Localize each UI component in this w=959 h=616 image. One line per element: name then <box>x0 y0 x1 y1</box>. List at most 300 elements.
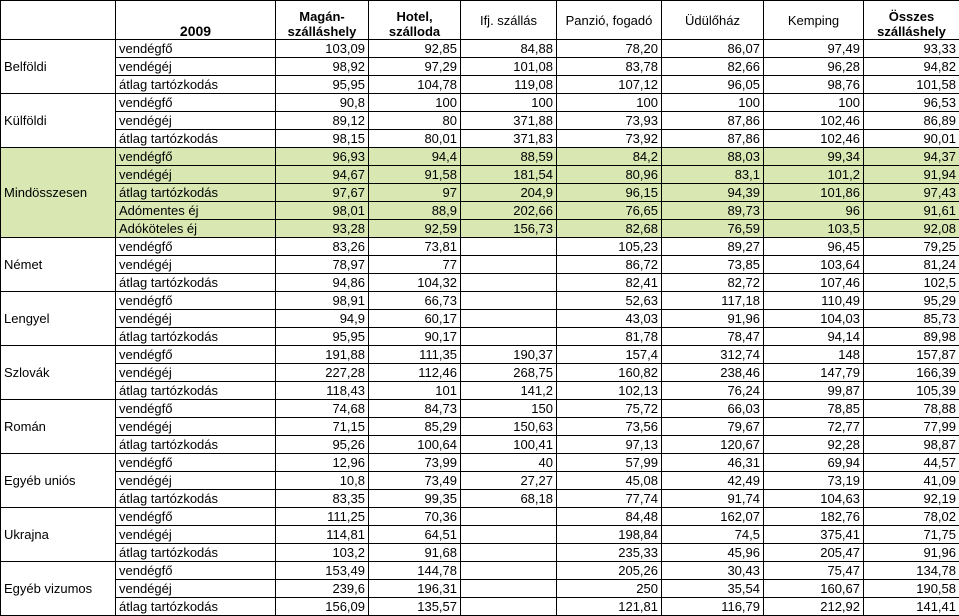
value-cell: 104,63 <box>764 490 864 508</box>
value-cell: 82,68 <box>557 220 662 238</box>
value-cell: 196,31 <box>369 580 461 598</box>
value-cell: 80,01 <box>369 130 461 148</box>
group-label: Külföldi <box>1 94 116 148</box>
table-row <box>1 580 959 598</box>
value-cell: 90,17 <box>369 328 461 346</box>
table-row <box>1 436 959 454</box>
value-cell: 101,58 <box>864 76 959 94</box>
metric-label: átlag tartózkodás <box>116 328 276 346</box>
value-cell: 212,92 <box>764 598 864 616</box>
table-row <box>1 292 959 310</box>
metric-label: vendégfő <box>116 292 276 310</box>
value-cell: 94,86 <box>276 274 369 292</box>
value-cell: 75,72 <box>557 400 662 418</box>
value-cell: 96,45 <box>764 238 864 256</box>
value-cell: 100 <box>557 94 662 112</box>
value-cell: 78,85 <box>764 400 864 418</box>
value-cell: 119,08 <box>461 76 557 94</box>
table-row <box>1 202 959 220</box>
header-column <box>557 1 662 40</box>
metric-label: vendégéj <box>116 418 276 436</box>
metric-label: átlag tartózkodás <box>116 76 276 94</box>
value-cell: 144,78 <box>369 562 461 580</box>
value-cell: 44,57 <box>864 454 959 472</box>
value-cell: 97,43 <box>864 184 959 202</box>
value-cell: 160,67 <box>764 580 864 598</box>
value-cell: 91,96 <box>662 310 764 328</box>
value-cell: 105,39 <box>864 382 959 400</box>
value-cell: 84,88 <box>461 40 557 58</box>
value-cell: 83,78 <box>557 58 662 76</box>
value-cell: 101,08 <box>461 58 557 76</box>
value-cell: 82,41 <box>557 274 662 292</box>
value-cell: 114,81 <box>276 526 369 544</box>
value-cell: 97 <box>369 184 461 202</box>
table-row <box>1 490 959 508</box>
value-cell: 73,99 <box>369 454 461 472</box>
value-cell: 69,94 <box>764 454 864 472</box>
value-cell: 94,9 <box>276 310 369 328</box>
table-row <box>1 130 959 148</box>
value-cell: 68,18 <box>461 490 557 508</box>
metric-label: vendégéj <box>116 580 276 598</box>
table-row <box>1 256 959 274</box>
table-row <box>1 112 959 130</box>
value-cell: 156,73 <box>461 220 557 238</box>
header-row <box>1 1 959 40</box>
value-cell: 41,09 <box>864 472 959 490</box>
value-cell: 82,66 <box>662 58 764 76</box>
value-cell <box>461 328 557 346</box>
table-row <box>1 94 959 112</box>
value-cell: 86,72 <box>557 256 662 274</box>
value-cell: 96,05 <box>662 76 764 94</box>
header-label: Kemping <box>788 13 839 28</box>
header-column <box>864 1 959 40</box>
value-cell: 104,03 <box>764 310 864 328</box>
header-column <box>461 1 557 40</box>
value-cell: 205,26 <box>557 562 662 580</box>
value-cell: 157,4 <box>557 346 662 364</box>
metric-label: vendégfő <box>116 562 276 580</box>
table-row <box>1 58 959 76</box>
header-empty-cell <box>1 1 116 40</box>
value-cell: 76,59 <box>662 220 764 238</box>
value-cell: 98,91 <box>276 292 369 310</box>
group-label: Román <box>1 400 116 454</box>
value-cell: 91,94 <box>864 166 959 184</box>
value-cell: 102,46 <box>764 130 864 148</box>
group-label: Német <box>1 238 116 292</box>
value-cell: 141,2 <box>461 382 557 400</box>
value-cell: 190,58 <box>864 580 959 598</box>
value-cell: 104,78 <box>369 76 461 94</box>
value-cell: 104,32 <box>369 274 461 292</box>
value-cell: 111,25 <box>276 508 369 526</box>
value-cell: 121,81 <box>557 598 662 616</box>
value-cell: 182,76 <box>764 508 864 526</box>
value-cell: 202,66 <box>461 202 557 220</box>
value-cell: 205,47 <box>764 544 864 562</box>
value-cell: 103,5 <box>764 220 864 238</box>
value-cell: 96,15 <box>557 184 662 202</box>
value-cell: 156,09 <box>276 598 369 616</box>
table-row <box>1 40 959 58</box>
group-label: Egyéb uniós <box>1 454 116 508</box>
value-cell: 97,49 <box>764 40 864 58</box>
header-label: Magán- szálláshely <box>288 9 357 39</box>
value-cell: 77,99 <box>864 418 959 436</box>
value-cell: 72,77 <box>764 418 864 436</box>
value-cell: 84,48 <box>557 508 662 526</box>
value-cell: 141,41 <box>864 598 959 616</box>
value-cell: 84,73 <box>369 400 461 418</box>
metric-label: Adómentes éj <box>116 202 276 220</box>
value-cell: 101,86 <box>764 184 864 202</box>
value-cell: 88,03 <box>662 148 764 166</box>
value-cell: 89,27 <box>662 238 764 256</box>
metric-label: vendégéj <box>116 526 276 544</box>
group-label: Ukrajna <box>1 508 116 562</box>
value-cell: 81,78 <box>557 328 662 346</box>
value-cell: 181,54 <box>461 166 557 184</box>
metric-label: átlag tartózkodás <box>116 382 276 400</box>
value-cell: 227,28 <box>276 364 369 382</box>
value-cell: 80 <box>369 112 461 130</box>
value-cell: 77 <box>369 256 461 274</box>
value-cell: 66,73 <box>369 292 461 310</box>
metric-label: vendégéj <box>116 472 276 490</box>
value-cell: 43,03 <box>557 310 662 328</box>
value-cell: 162,07 <box>662 508 764 526</box>
header-column <box>662 1 764 40</box>
metric-label: vendégéj <box>116 310 276 328</box>
value-cell: 52,63 <box>557 292 662 310</box>
value-cell: 77,74 <box>557 490 662 508</box>
metric-label: átlag tartózkodás <box>116 274 276 292</box>
value-cell: 78,47 <box>662 328 764 346</box>
header-label: Ifj. szállás <box>480 13 537 28</box>
value-cell: 98,76 <box>764 76 864 94</box>
value-cell <box>461 580 557 598</box>
value-cell: 91,61 <box>864 202 959 220</box>
value-cell: 45,96 <box>662 544 764 562</box>
value-cell: 100 <box>662 94 764 112</box>
value-cell: 71,15 <box>276 418 369 436</box>
value-cell: 87,86 <box>662 130 764 148</box>
value-cell <box>461 508 557 526</box>
value-cell: 135,57 <box>369 598 461 616</box>
table-row <box>1 544 959 562</box>
table-row <box>1 346 959 364</box>
value-cell: 120,67 <box>662 436 764 454</box>
value-cell: 96,53 <box>864 94 959 112</box>
value-cell: 64,51 <box>369 526 461 544</box>
value-cell: 204,9 <box>461 184 557 202</box>
value-cell: 92,28 <box>764 436 864 454</box>
value-cell: 75,47 <box>764 562 864 580</box>
value-cell: 102,13 <box>557 382 662 400</box>
value-cell: 91,74 <box>662 490 764 508</box>
value-cell: 235,33 <box>557 544 662 562</box>
header-label: Hotel, szálloda <box>389 9 440 39</box>
value-cell: 94,39 <box>662 184 764 202</box>
value-cell: 107,12 <box>557 76 662 94</box>
value-cell: 147,79 <box>764 364 864 382</box>
value-cell: 95,26 <box>276 436 369 454</box>
metric-label: vendégfő <box>116 94 276 112</box>
value-cell: 111,35 <box>369 346 461 364</box>
value-cell <box>461 544 557 562</box>
value-cell: 73,85 <box>662 256 764 274</box>
table-row <box>1 562 959 580</box>
value-cell: 85,73 <box>864 310 959 328</box>
value-cell: 76,65 <box>557 202 662 220</box>
header-year: 2009 <box>116 1 276 40</box>
metric-label: vendégfő <box>116 400 276 418</box>
header-label: Üdülőház <box>685 13 740 28</box>
value-cell: 103,64 <box>764 256 864 274</box>
value-cell: 73,49 <box>369 472 461 490</box>
value-cell: 78,97 <box>276 256 369 274</box>
value-cell: 76,24 <box>662 382 764 400</box>
value-cell: 97,67 <box>276 184 369 202</box>
table-row <box>1 238 959 256</box>
value-cell: 102,5 <box>864 274 959 292</box>
value-cell: 118,43 <box>276 382 369 400</box>
value-cell: 42,49 <box>662 472 764 490</box>
value-cell: 103,2 <box>276 544 369 562</box>
value-cell: 105,23 <box>557 238 662 256</box>
value-cell: 89,98 <box>864 328 959 346</box>
value-cell: 92,19 <box>864 490 959 508</box>
value-cell: 79,67 <box>662 418 764 436</box>
table-row <box>1 148 959 166</box>
table-row <box>1 526 959 544</box>
value-cell: 94,82 <box>864 58 959 76</box>
metric-label: vendégéj <box>116 256 276 274</box>
group-label: Lengyel <box>1 292 116 346</box>
group-label: Egyéb vizumos <box>1 562 116 616</box>
value-cell: 92,08 <box>864 220 959 238</box>
value-cell: 10,8 <box>276 472 369 490</box>
metric-label: vendégéj <box>116 166 276 184</box>
value-cell <box>461 256 557 274</box>
value-cell: 73,93 <box>557 112 662 130</box>
table-row <box>1 472 959 490</box>
group-label: Szlovák <box>1 346 116 400</box>
header-label: Panzió, fogadó <box>566 13 653 28</box>
value-cell: 190,37 <box>461 346 557 364</box>
table-row <box>1 328 959 346</box>
value-cell: 102,46 <box>764 112 864 130</box>
value-cell: 375,41 <box>764 526 864 544</box>
value-cell: 73,92 <box>557 130 662 148</box>
metric-label: átlag tartózkodás <box>116 184 276 202</box>
value-cell: 268,75 <box>461 364 557 382</box>
value-cell: 89,12 <box>276 112 369 130</box>
value-cell: 97,29 <box>369 58 461 76</box>
metric-label: átlag tartózkodás <box>116 490 276 508</box>
value-cell: 88,9 <box>369 202 461 220</box>
value-cell: 371,83 <box>461 130 557 148</box>
value-cell: 86,89 <box>864 112 959 130</box>
value-cell: 157,87 <box>864 346 959 364</box>
value-cell: 191,88 <box>276 346 369 364</box>
value-cell: 160,82 <box>557 364 662 382</box>
value-cell: 85,29 <box>369 418 461 436</box>
value-cell: 78,02 <box>864 508 959 526</box>
value-cell: 100 <box>369 94 461 112</box>
value-cell: 98,87 <box>864 436 959 454</box>
value-cell: 250 <box>557 580 662 598</box>
value-cell: 99,34 <box>764 148 864 166</box>
table-row <box>1 274 959 292</box>
value-cell: 166,39 <box>864 364 959 382</box>
value-cell <box>461 292 557 310</box>
value-cell: 238,46 <box>662 364 764 382</box>
value-cell: 150,63 <box>461 418 557 436</box>
value-cell: 95,29 <box>864 292 959 310</box>
value-cell: 93,33 <box>864 40 959 58</box>
value-cell: 97,13 <box>557 436 662 454</box>
value-cell: 148 <box>764 346 864 364</box>
value-cell: 78,88 <box>864 400 959 418</box>
value-cell: 27,27 <box>461 472 557 490</box>
value-cell: 73,81 <box>369 238 461 256</box>
value-cell: 98,92 <box>276 58 369 76</box>
value-cell: 57,99 <box>557 454 662 472</box>
metric-label: vendégfő <box>116 238 276 256</box>
value-cell: 40 <box>461 454 557 472</box>
value-cell: 80,96 <box>557 166 662 184</box>
metric-label: vendégfő <box>116 148 276 166</box>
value-cell: 117,18 <box>662 292 764 310</box>
value-cell: 96,28 <box>764 58 864 76</box>
metric-label: Adóköteles éj <box>116 220 276 238</box>
value-cell: 91,68 <box>369 544 461 562</box>
value-cell: 94,37 <box>864 148 959 166</box>
table-row <box>1 310 959 328</box>
value-cell: 74,68 <box>276 400 369 418</box>
value-cell: 95,95 <box>276 328 369 346</box>
value-cell: 94,4 <box>369 148 461 166</box>
value-cell: 239,6 <box>276 580 369 598</box>
value-cell: 103,09 <box>276 40 369 58</box>
table-row <box>1 454 959 472</box>
header-column <box>764 1 864 40</box>
value-cell: 83,1 <box>662 166 764 184</box>
value-cell: 99,35 <box>369 490 461 508</box>
value-cell: 101 <box>369 382 461 400</box>
value-cell <box>461 562 557 580</box>
metric-label: átlag tartózkodás <box>116 436 276 454</box>
group-label: Belföldi <box>1 40 116 94</box>
value-cell: 91,58 <box>369 166 461 184</box>
value-cell: 12,96 <box>276 454 369 472</box>
value-cell: 153,49 <box>276 562 369 580</box>
metric-label: vendégfő <box>116 346 276 364</box>
value-cell <box>461 310 557 328</box>
value-cell: 73,56 <box>557 418 662 436</box>
value-cell: 66,03 <box>662 400 764 418</box>
value-cell: 94,67 <box>276 166 369 184</box>
value-cell: 45,08 <box>557 472 662 490</box>
value-cell: 93,28 <box>276 220 369 238</box>
value-cell: 60,17 <box>369 310 461 328</box>
metric-label: vendégéj <box>116 58 276 76</box>
metric-label: vendégéj <box>116 112 276 130</box>
table-row <box>1 418 959 436</box>
value-cell: 84,2 <box>557 148 662 166</box>
value-cell: 30,43 <box>662 562 764 580</box>
value-cell: 112,46 <box>369 364 461 382</box>
value-cell: 90,01 <box>864 130 959 148</box>
metric-label: átlag tartózkodás <box>116 130 276 148</box>
value-cell: 98,15 <box>276 130 369 148</box>
value-cell: 88,59 <box>461 148 557 166</box>
value-cell: 96 <box>764 202 864 220</box>
metric-label: vendégfő <box>116 454 276 472</box>
value-cell: 134,78 <box>864 562 959 580</box>
table-row <box>1 220 959 238</box>
value-cell: 78,20 <box>557 40 662 58</box>
table-row <box>1 166 959 184</box>
table-row <box>1 76 959 94</box>
value-cell: 83,26 <box>276 238 369 256</box>
value-cell: 100 <box>764 94 864 112</box>
value-cell: 91,96 <box>864 544 959 562</box>
metric-label: vendégéj <box>116 364 276 382</box>
value-cell: 89,73 <box>662 202 764 220</box>
value-cell: 107,46 <box>764 274 864 292</box>
value-cell: 46,31 <box>662 454 764 472</box>
metric-label: vendégfő <box>116 40 276 58</box>
value-cell: 92,59 <box>369 220 461 238</box>
value-cell: 83,35 <box>276 490 369 508</box>
value-cell: 198,84 <box>557 526 662 544</box>
value-cell: 81,24 <box>864 256 959 274</box>
table-row <box>1 382 959 400</box>
table-row <box>1 364 959 382</box>
value-cell <box>461 526 557 544</box>
value-cell: 312,74 <box>662 346 764 364</box>
value-cell: 94,14 <box>764 328 864 346</box>
value-cell <box>461 274 557 292</box>
value-cell: 92,85 <box>369 40 461 58</box>
value-cell: 371,88 <box>461 112 557 130</box>
value-cell: 100 <box>461 94 557 112</box>
header-column <box>276 1 369 40</box>
value-cell: 116,79 <box>662 598 764 616</box>
value-cell: 100,41 <box>461 436 557 454</box>
value-cell: 150 <box>461 400 557 418</box>
header-column <box>369 1 461 40</box>
value-cell: 101,2 <box>764 166 864 184</box>
table-row <box>1 400 959 418</box>
table-body <box>1 40 959 616</box>
value-cell: 79,25 <box>864 238 959 256</box>
value-cell: 99,87 <box>764 382 864 400</box>
value-cell: 86,07 <box>662 40 764 58</box>
value-cell: 90,8 <box>276 94 369 112</box>
metric-label: átlag tartózkodás <box>116 544 276 562</box>
header-label: Összes szálláshely <box>877 9 946 39</box>
metric-label: átlag tartózkodás <box>116 598 276 616</box>
group-label: Mindösszesen <box>1 148 116 238</box>
value-cell: 82,72 <box>662 274 764 292</box>
value-cell: 73,19 <box>764 472 864 490</box>
